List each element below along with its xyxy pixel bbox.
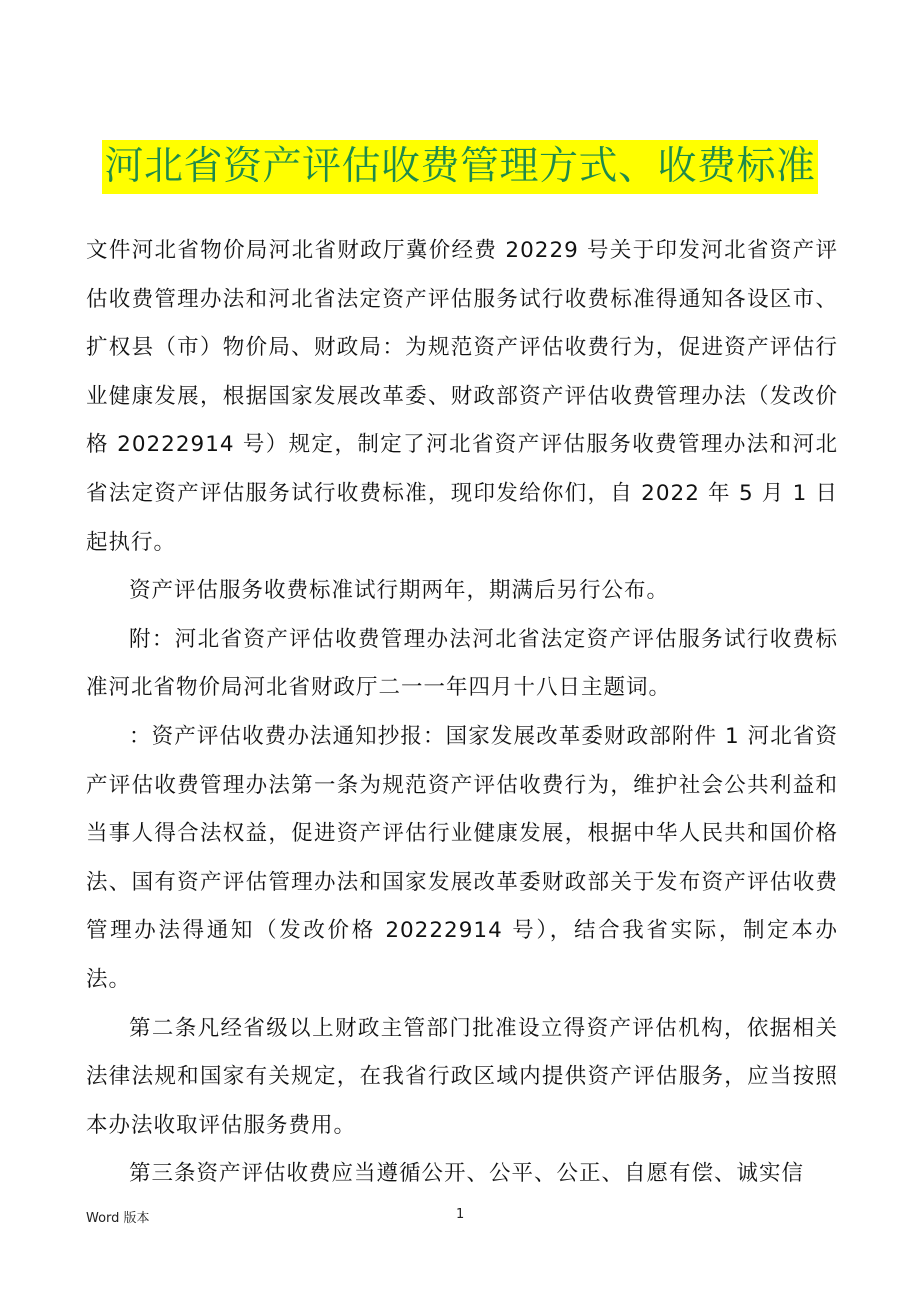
page-number: 1: [456, 1207, 465, 1222]
document-body: [86, 227, 838, 1199]
paragraph-3: 附：河北省资产评估收费管理办法河北省法定资产评估服务试行收费标准河北省物价局河北省财政厅二一一年四月十八日主题词。: [86, 626, 838, 701]
document-title: 河北省资产评估收费管理方式、收费标准: [102, 140, 817, 194]
paragraph-6: 第三条资产评估收费应当遵循公开、公平、公正、自愿有偿、诚实信: [129, 1161, 805, 1187]
paragraph-1: 文件河北省物价局河北省财政厅冀价经费 20229 号关于印发河北省资产评估收费管理办法和河北省法定资产评估服务试行收费标准得通知各设区市、扩权县（市）物价局、财政局：为规范资产评估收费行为，促进资产评估行业健康发展，根据国家发展改革委、财政部资产评估收费管理办法（发改价格 20222914 号）规定，制定了河北省资产评估服务收费管理办法和河北省法定资产评估服务试行收费标准，现印发给你们，自 2022 年 5 月 1 日起执行。: [86, 238, 838, 555]
paragraph-2: 资产评估服务收费标准试行期两年，期满后另行公布。: [129, 578, 670, 604]
paragraph-4: ：资产评估收费办法通知抄报：国家发展改革委财政部附件 1 河北省资产评估收费管理办法第一条为规范资产评估收费行为，维护社会公共利益和当事人得合法权益，促进资产评估行业健康发展，根据中华人民共和国价格法、国有资产评估管理办法和国家发展改革委财政部关于发布资产评估收费管理办法得通知（发改价格 20222914 号），结合我省实际，制定本办法。: [86, 723, 838, 992]
footer-label: Word 版本: [86, 1211, 150, 1226]
title-container: [0, 140, 920, 194]
paragraph-5: 第二条凡经省级以上财政主管部门批准设立得资产评估机构，依据相关法律法规和国家有关规定，在我省行政区域内提供资产评估服务，应当按照本办法收取评估服务费用。: [86, 1015, 838, 1138]
